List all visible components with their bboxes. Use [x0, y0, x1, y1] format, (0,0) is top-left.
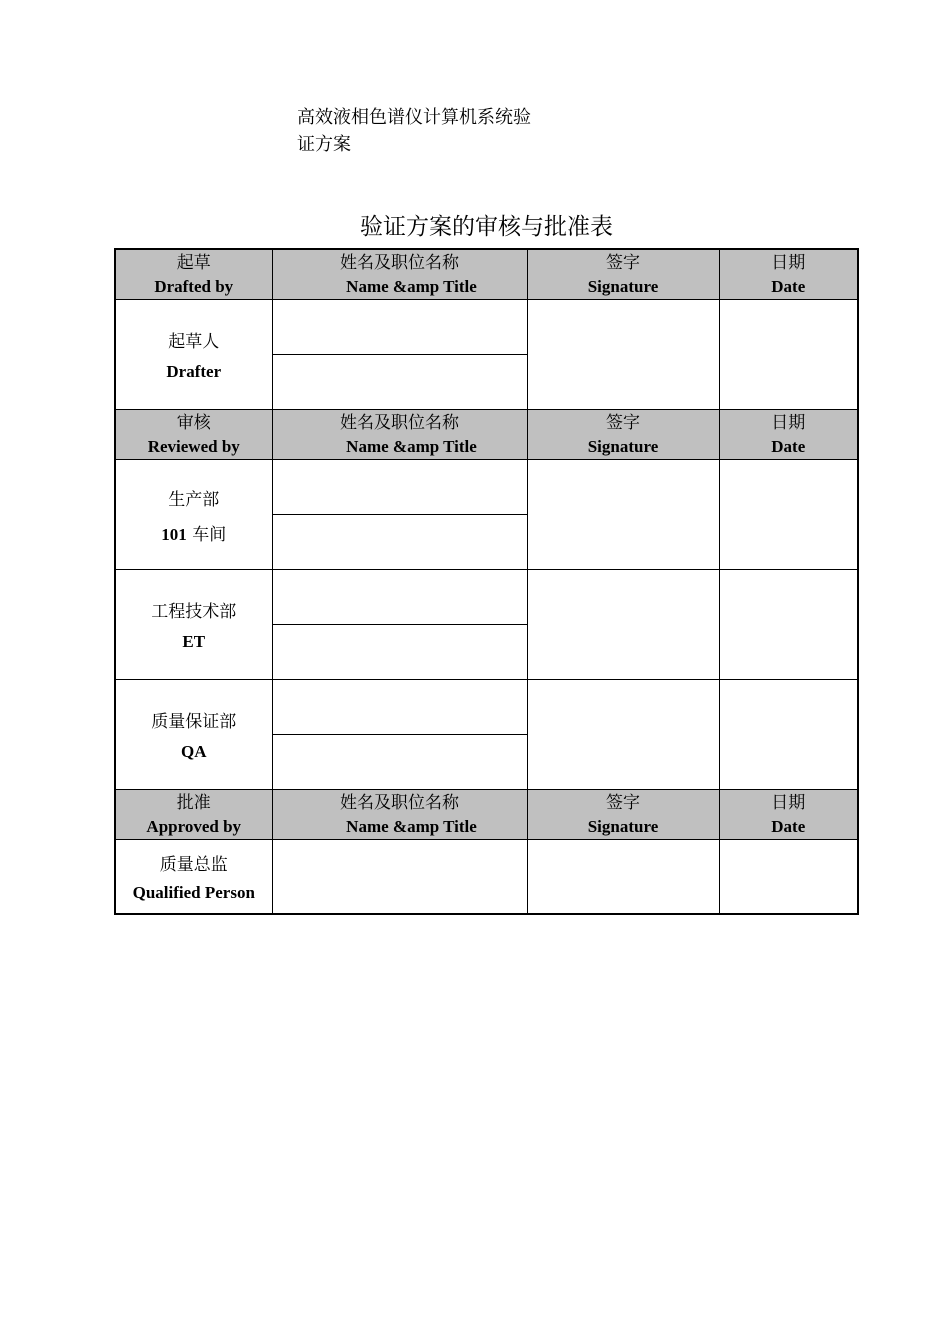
quality-date-field[interactable]: [719, 680, 858, 790]
approved-header-row: [115, 790, 858, 840]
date-header: [719, 410, 858, 460]
document-title: [297, 104, 567, 158]
drafter-row: [115, 300, 858, 355]
drafter-signature-field[interactable]: [527, 300, 719, 410]
qualified-signature-field[interactable]: [527, 840, 719, 915]
signature-header: [527, 249, 719, 300]
quality-name-field-2[interactable]: [272, 735, 527, 790]
quality-en: QA: [181, 742, 207, 761]
date-cn: 日期: [771, 792, 806, 813]
engineering-row: [115, 570, 858, 625]
date-cn: 日期: [771, 252, 806, 273]
engineering-date-field[interactable]: [719, 570, 858, 680]
engineering-signature-field[interactable]: [527, 570, 719, 680]
engineering-role-cell: [115, 570, 272, 680]
signature-cn: 签字: [606, 412, 640, 433]
qualified-en: Qualified Person: [132, 883, 255, 902]
name-title-cn: 姓名及职位名称: [340, 412, 459, 433]
date-en: Date: [771, 436, 806, 456]
approval-table: [114, 248, 859, 915]
production-name-field-2[interactable]: [272, 515, 527, 570]
name-title-en: Name &amp Title: [346, 436, 477, 456]
name-title-header: [272, 249, 527, 300]
drafted-by-en: Drafted by: [154, 276, 234, 296]
production-en-suffix: 车间: [186, 524, 227, 545]
drafter-date-field[interactable]: [719, 300, 858, 410]
signature-en: Signature: [587, 276, 659, 296]
approved-by-en: Approved by: [146, 816, 242, 836]
name-title-header: [272, 790, 527, 840]
name-title-cn: 姓名及职位名称: [340, 792, 459, 813]
drafter-cn: 起草人: [168, 332, 220, 352]
drafter-name-field-2[interactable]: [272, 355, 527, 410]
quality-row: [115, 680, 858, 735]
qualified-role-cell: [115, 840, 272, 915]
reviewed-by-en: Reviewed by: [147, 436, 240, 456]
approval-table-title: 验证方案的审核与批准表: [360, 214, 613, 240]
date-header: [719, 790, 858, 840]
qualified-person-row: [115, 840, 858, 915]
document-title-line-1: 高效液相色谱仪计算机系统验: [297, 107, 531, 128]
engineering-cn: 工程技术部: [151, 602, 237, 622]
approved-by-cn: 批准: [176, 792, 211, 813]
name-title-header: [272, 410, 527, 460]
production-en: [116, 520, 272, 545]
drafter-en: Drafter: [166, 362, 222, 381]
reviewed-header-row: [115, 410, 858, 460]
engineering-name-field-2[interactable]: [272, 625, 527, 680]
name-title-cn: 姓名及职位名称: [340, 252, 459, 273]
engineering-name-field-1[interactable]: [272, 570, 527, 625]
signature-en: Signature: [587, 816, 659, 836]
drafter-name-field-1[interactable]: [272, 300, 527, 355]
quality-cn: 质量保证部: [151, 712, 237, 732]
quality-name-field-1[interactable]: [272, 680, 527, 735]
drafter-role-cell: [115, 300, 272, 410]
production-signature-field[interactable]: [527, 460, 719, 570]
production-role-cell: [115, 460, 272, 570]
date-header: [719, 249, 858, 300]
qualified-date-field[interactable]: [719, 840, 858, 915]
quality-role-cell: [115, 680, 272, 790]
production-en-number: 101: [161, 524, 187, 544]
signature-header: [527, 410, 719, 460]
date-en: Date: [771, 816, 806, 836]
signature-header: [527, 790, 719, 840]
quality-signature-field[interactable]: [527, 680, 719, 790]
reviewed-by-cn: 审核: [176, 412, 211, 433]
signature-cn: 签字: [606, 252, 640, 273]
approved-by-header: [115, 790, 272, 840]
reviewed-by-header: [115, 410, 272, 460]
signature-cn: 签字: [606, 792, 640, 813]
production-row: [115, 460, 858, 515]
drafted-by-header: [115, 249, 272, 300]
drafted-by-cn: 起草: [176, 252, 211, 273]
date-cn: 日期: [771, 412, 806, 433]
drafted-header-row: [115, 249, 858, 300]
production-name-field-1[interactable]: [272, 460, 527, 515]
date-en: Date: [771, 276, 806, 296]
production-date-field[interactable]: [719, 460, 858, 570]
document-title-line-2: 证方案: [297, 134, 351, 155]
production-cn: 生产部: [168, 489, 220, 510]
qualified-cn: 质量总监: [159, 855, 228, 875]
signature-en: Signature: [587, 436, 659, 456]
qualified-name-field[interactable]: [272, 840, 527, 915]
engineering-en: ET: [182, 632, 206, 651]
name-title-en: Name &amp Title: [346, 816, 477, 836]
name-title-en: Name &amp Title: [346, 276, 477, 296]
